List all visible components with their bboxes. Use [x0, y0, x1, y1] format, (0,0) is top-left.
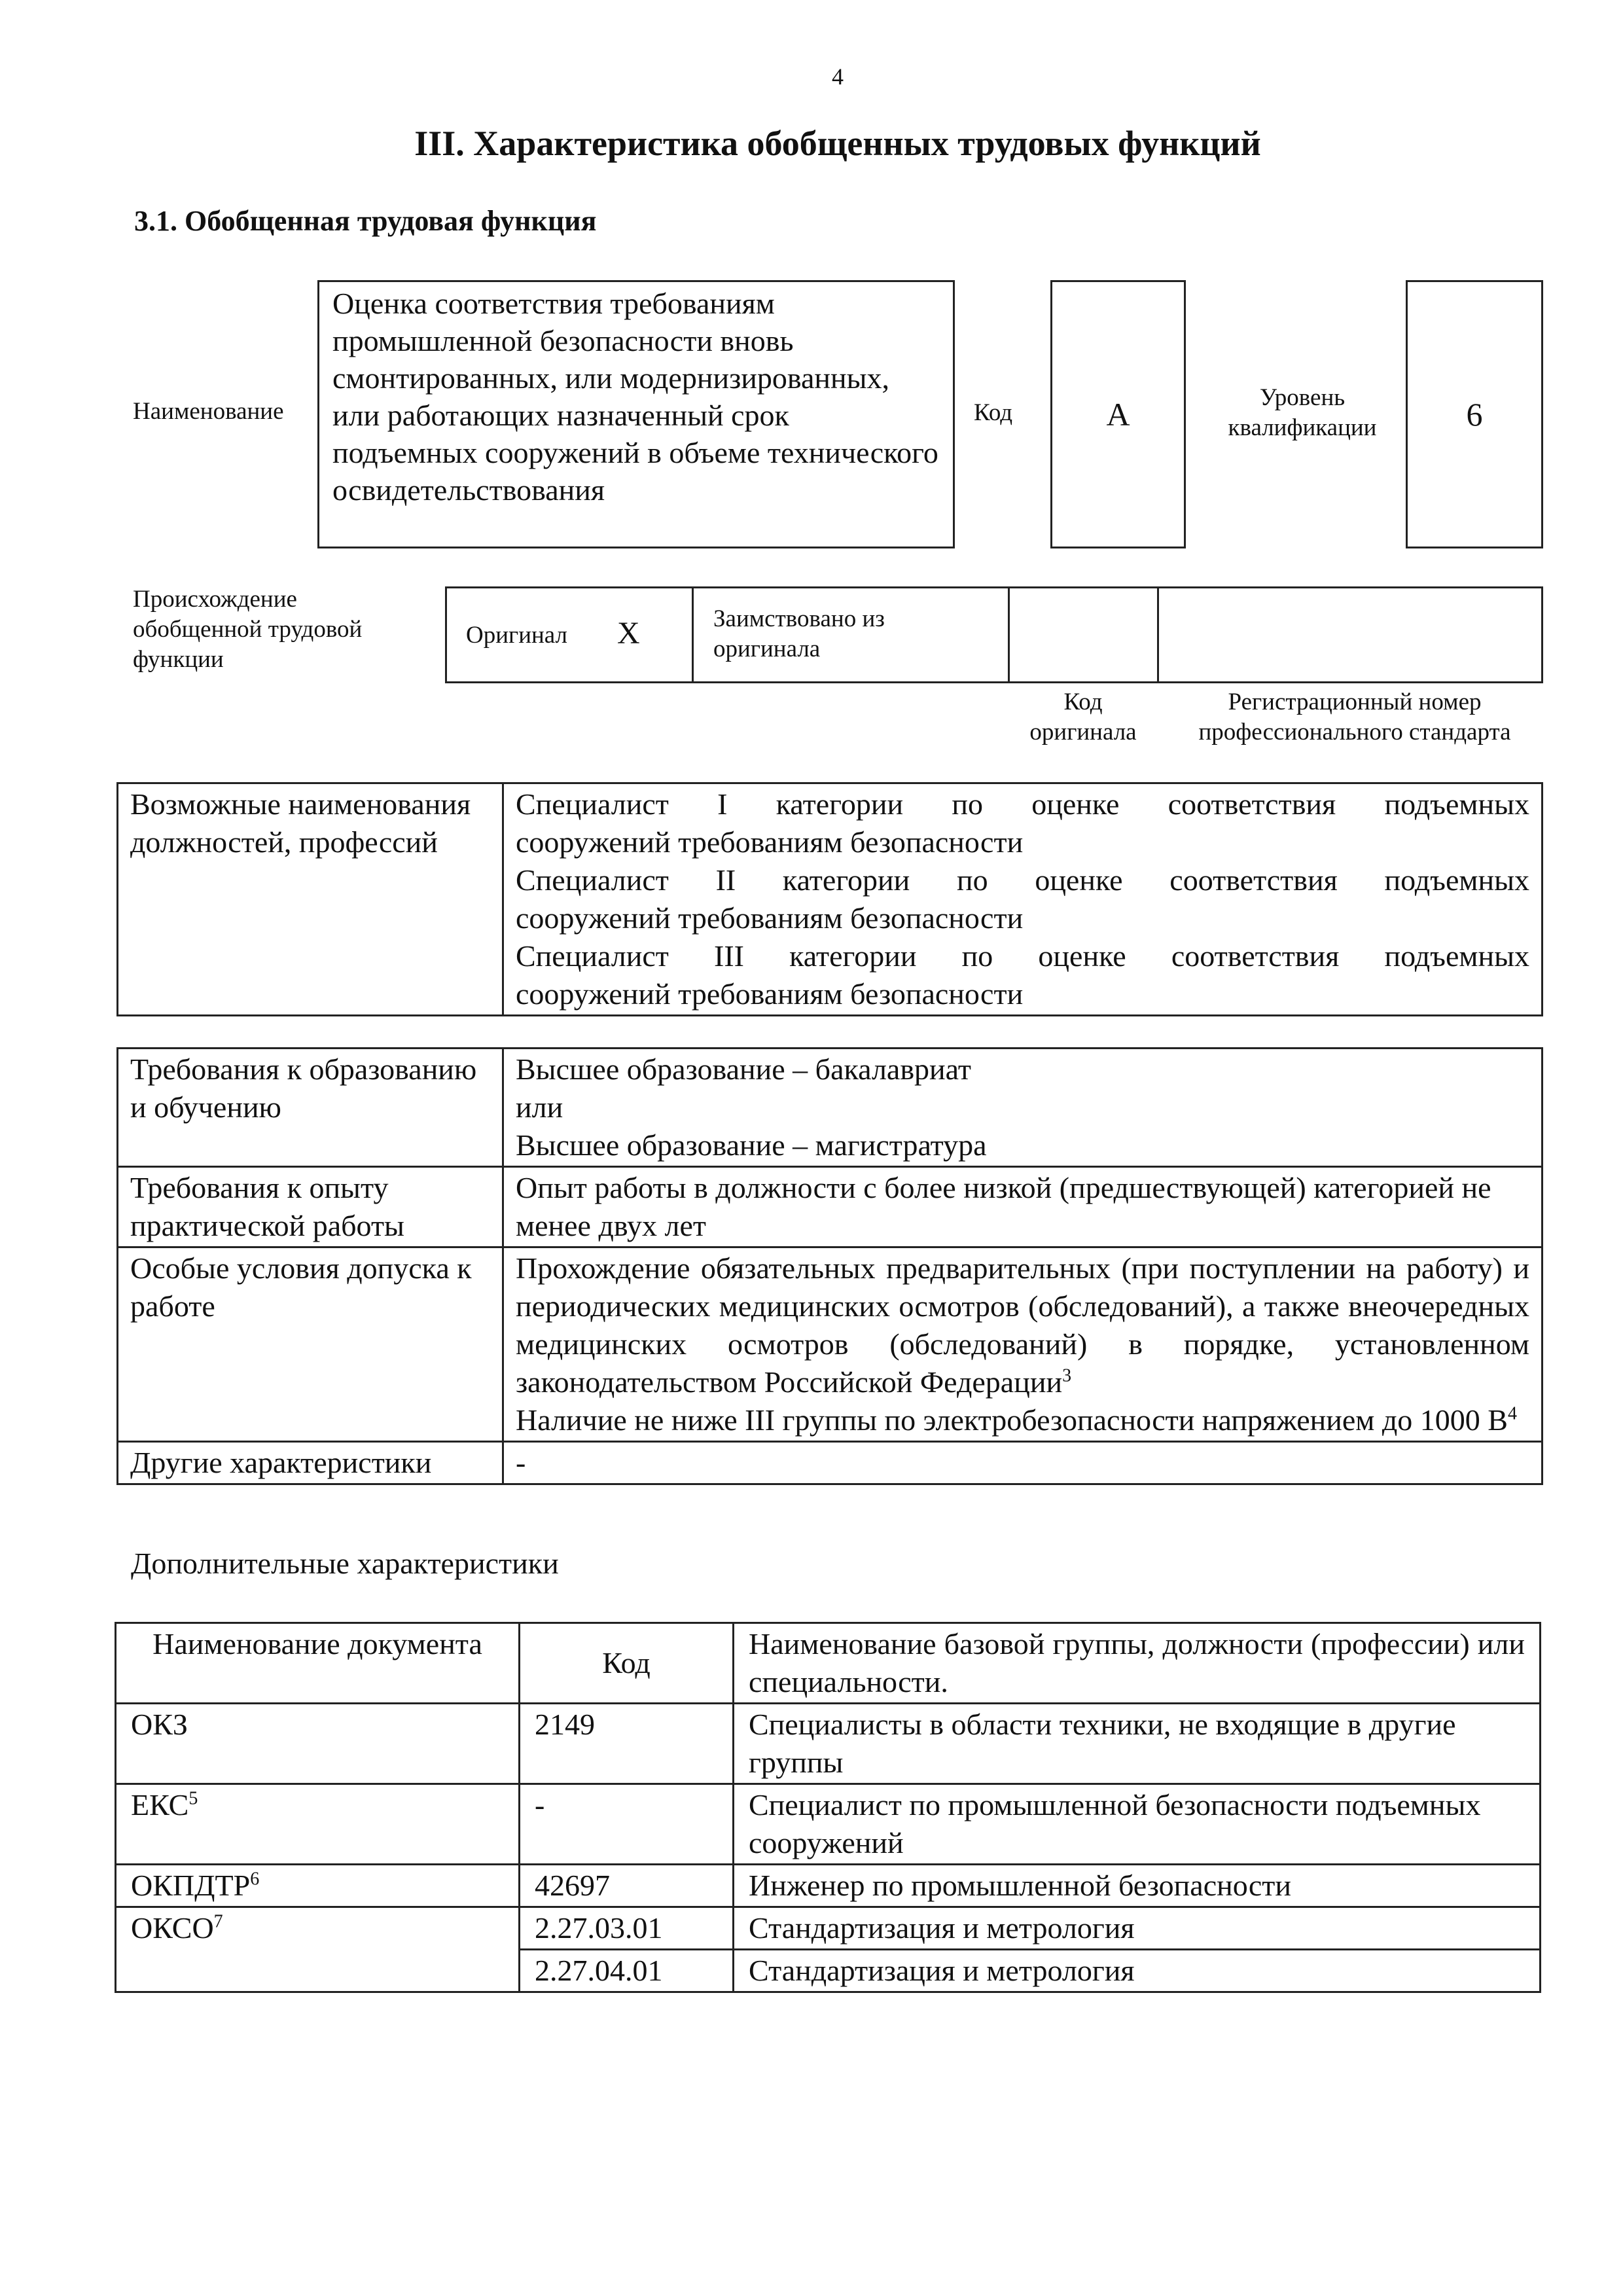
eks-doc: ЕКС — [131, 1788, 189, 1821]
eks-code: - — [520, 1784, 734, 1865]
education-line-2: или — [516, 1090, 563, 1124]
registration-number-caption: Регистрационный номер профессионального стандарта — [1198, 689, 1511, 745]
okpdtr-name: Инженер по промышленной безопасности — [734, 1865, 1541, 1907]
footnote-ref-5: 5 — [188, 1788, 198, 1809]
conditions-paragraph-2 — [516, 1401, 1529, 1439]
page-number: 4 — [832, 63, 844, 90]
col-doc-header: Наименование документа — [116, 1623, 520, 1704]
section-title: III. Характеристика обобщенных трудовых функций — [414, 124, 1261, 163]
footnote-ref-6: 6 — [250, 1869, 260, 1890]
okso-code-1: 2.27.03.01 — [520, 1907, 734, 1950]
other-value: - — [503, 1442, 1543, 1484]
subsection-title: 3.1. Обобщенная трудовая функция — [134, 205, 597, 237]
original-code-caption: Код оригинала — [1029, 689, 1137, 745]
level-value-box — [1406, 280, 1543, 548]
okz-code: 2149 — [520, 1704, 734, 1784]
original-mark: X — [617, 616, 640, 651]
borrowed-label: Заимствовано из оригинала — [713, 605, 885, 662]
education-label: Требования к образованию и обучению — [118, 1049, 503, 1167]
position-item-3-line-1: Специалист III категории по оценке соответствия подъемных — [516, 939, 1529, 973]
education-line-3: Высшее образование – магистратура — [516, 1128, 987, 1162]
eks-doc-cell — [116, 1784, 520, 1865]
footnote-ref-3: 3 — [1062, 1365, 1072, 1386]
okso-name-1: Стандартизация и метрология — [734, 1907, 1541, 1950]
table-row — [118, 783, 1543, 1016]
okso-code-2: 2.27.04.01 — [520, 1950, 734, 1992]
experience-value: Опыт работы в должности с более низкой (предшествующей) категорией не менее двух лет — [503, 1167, 1543, 1247]
positions-label: Возможные наименования должностей, профессий — [118, 783, 503, 1016]
code-value-box — [1050, 280, 1186, 548]
okpdtr-code: 42697 — [520, 1865, 734, 1907]
experience-label: Требования к опыту практической работы — [118, 1167, 503, 1247]
okz-doc: ОКЗ — [116, 1704, 520, 1784]
origin-label: Происхождение обобщенной трудовой функции — [133, 586, 363, 673]
table-row — [118, 1247, 1543, 1442]
conditions-text-1: Прохождение обязательных предварительных (при поступлении на работу) и периодических медицинских осмотров (обследований), а также внеочередных медицинских осмотров (обследований) в порядке, установленном законодательством Российской Федерации — [516, 1251, 1529, 1399]
original-label: Оригинал — [466, 622, 568, 649]
table-row — [116, 1784, 1541, 1865]
name-value: Оценка соответствия требованиям промышленной безопасности вновь смонтированных, или модернизированных, или работающих назначенный срок подъемных сооружений в объеме технического освидетельствования — [332, 287, 938, 507]
level-label: Уровень квалификации — [1228, 384, 1377, 441]
other-label: Другие характеристики — [118, 1442, 503, 1484]
table-row — [118, 1442, 1543, 1484]
code-value: A — [1106, 396, 1130, 433]
position-item-2-line-2: сооружений требованиям безопасности — [516, 901, 1024, 935]
origin-divider-3 — [1157, 586, 1159, 683]
okso-name-2: Стандартизация и метрология — [734, 1950, 1541, 1992]
table-row — [116, 1704, 1541, 1784]
code-label: Код — [974, 399, 1013, 426]
level-value: 6 — [1466, 396, 1483, 433]
footnote-ref-4: 4 — [1507, 1403, 1517, 1424]
education-value — [503, 1049, 1543, 1167]
additional-table — [115, 1622, 1541, 1993]
name-label: Наименование — [133, 398, 284, 425]
col-name-header: Наименование базовой группы, должности (профессии) или специальности. — [734, 1623, 1541, 1704]
okpdtr-doc-cell — [116, 1865, 520, 1907]
position-item-1-line-2: сооружений требованиям безопасности — [516, 825, 1024, 859]
positions-table — [116, 782, 1543, 1016]
education-line-1: Высшее образование – бакалавриат — [516, 1052, 971, 1086]
name-value-box — [317, 280, 955, 548]
conditions-value — [503, 1247, 1543, 1442]
table-row — [116, 1865, 1541, 1907]
okso-doc-cell — [116, 1907, 520, 1992]
okz-name: Специалисты в области техники, не входящие в другие группы — [734, 1704, 1541, 1784]
positions-list — [503, 783, 1543, 1016]
footnote-ref-7: 7 — [213, 1911, 223, 1932]
table-row — [118, 1167, 1543, 1247]
okpdtr-doc: ОКПДТР — [131, 1869, 251, 1902]
conditions-text-2: Наличие не ниже III группы по электробезопасности напряжением до 1000 В — [516, 1403, 1508, 1437]
additional-title: Дополнительные характеристики — [131, 1547, 559, 1580]
position-item-2-line-1: Специалист II категории по оценке соответствия подъемных — [516, 863, 1529, 897]
origin-box — [445, 586, 1543, 683]
origin-divider-1 — [692, 586, 694, 683]
table-row — [118, 1049, 1543, 1167]
okso-doc: ОКСО — [131, 1911, 214, 1945]
conditions-paragraph-1 — [516, 1249, 1529, 1401]
table-row — [116, 1907, 1541, 1950]
requirements-table — [116, 1047, 1543, 1485]
position-item-3-line-2: сооружений требованиям безопасности — [516, 977, 1024, 1011]
conditions-label: Особые условия допуска к работе — [118, 1247, 503, 1442]
position-item-1-line-1: Специалист I категории по оценке соответствия подъемных — [516, 787, 1529, 821]
origin-divider-2 — [1008, 586, 1010, 683]
table-row — [116, 1623, 1541, 1704]
col-code-header: Код — [520, 1623, 734, 1704]
eks-name: Специалист по промышленной безопасности подъемных сооружений — [734, 1784, 1541, 1865]
